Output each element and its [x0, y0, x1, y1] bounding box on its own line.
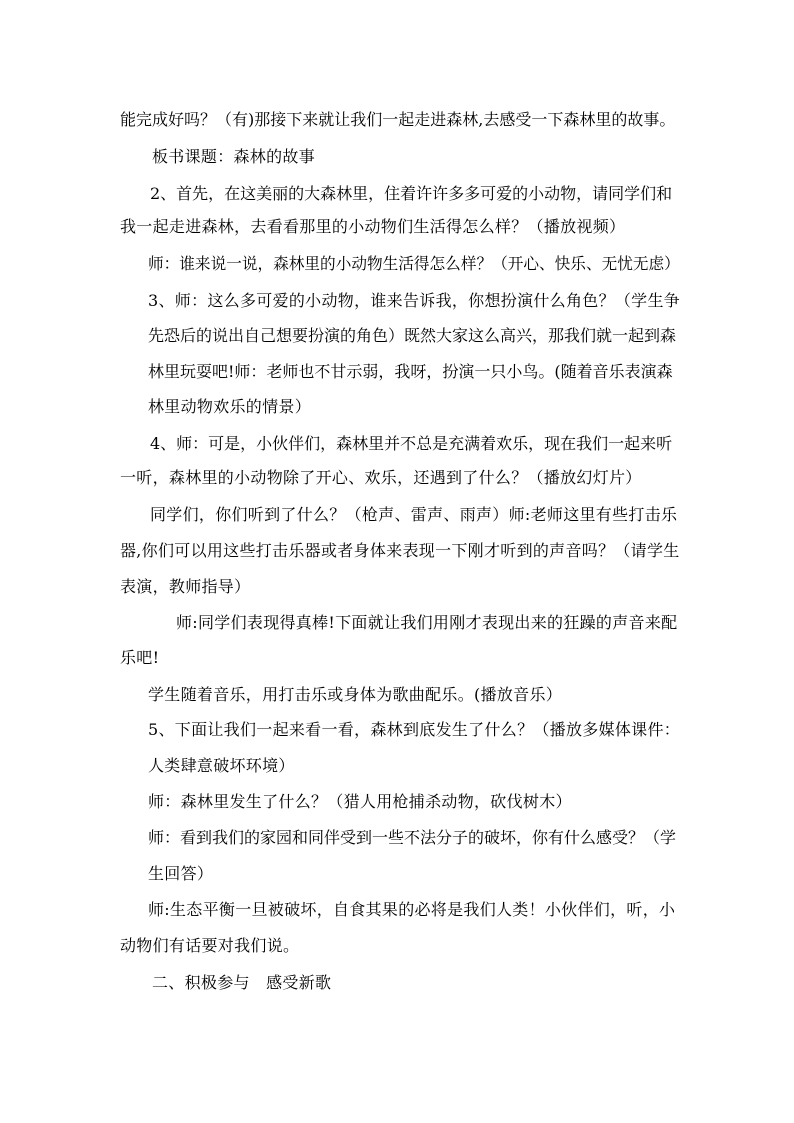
- text-line: 表演，教师指导）: [120, 577, 251, 596]
- text-line: 先恐后的说出自己想要扮演的角色）既然大家这么高兴，那我们就一起到森: [148, 326, 677, 345]
- text-line: 乐吧!: [120, 648, 160, 667]
- text-line: 师:同学们表现得真棒!下面就让我们用刚才表现出来的狂躁的声音来配: [176, 613, 678, 632]
- text-line: 师：谁来说一说，森林里的小动物生活得怎么样？（开心、快乐、无忧无虑）: [148, 254, 680, 273]
- text-line: 5、下面让我们一起来看一看，森林到底发生了什么？（播放多媒体课件：: [148, 720, 681, 739]
- text-line: 学生随着音乐，用打击乐或身体为歌曲配乐。(播放音乐）: [148, 685, 563, 704]
- text-line: 我一起走进森林，去看看那里的小动物们生活得怎么样？（播放视频）: [120, 217, 626, 236]
- text-line: 师:生态平衡一旦被破坏，自食其果的必将是我们人类！小伙伴们，听，小: [148, 900, 676, 919]
- text-line: 能完成好吗？（有)那接下来就让我们一起走进森林,去感受一下森林里的故事。: [120, 110, 676, 129]
- text-line: 人类肆意破坏环境）: [148, 756, 295, 775]
- text-line: 师：森林里发生了什么？（猎人用枪捕杀动物，砍伐树木）: [148, 792, 572, 811]
- text-line: 林里玩耍吧!师：老师也不甘示弱，我呀，扮演一只小鸟。(随着音乐表演森: [148, 362, 673, 381]
- section-heading: 二、积极参与 感受新歌: [152, 973, 332, 992]
- text-line: 器,你们可以用这些打击乐器或者身体来表现一下刚才听到的声音吗？（请学生: [120, 541, 680, 560]
- text-line: 一听，森林里的小动物除了开心、欢乐，还遇到了什么？（播放幻灯片）: [120, 468, 642, 487]
- text-line: 3、师：这么多可爱的小动物，谁来告诉我，你想扮演什么角色？（学生争: [148, 291, 681, 310]
- text-line: 生回答）: [148, 864, 214, 883]
- text-line: 2、首先，在这美丽的大森林里，住着许许多多可爱的小动物，请同学们和: [150, 184, 673, 203]
- text-line: 师：看到我们的家园和同伴受到一些不法分子的破坏，你有什么感受？（学: [148, 828, 677, 847]
- text-line: 板书课题：森林的故事: [152, 147, 316, 166]
- text-line: 4、师：可是，小伙伴们，森林里并不总是充满着欢乐，现在我们一起来听: [150, 434, 673, 453]
- text-line: 同学们，你们听到了什么？（枪声、雷声、雨声）师:老师这里有些打击乐: [150, 505, 678, 524]
- text-line: 林里动物欢乐的情景）: [148, 397, 312, 416]
- text-line: 动物们有话要对我们说。: [120, 936, 300, 955]
